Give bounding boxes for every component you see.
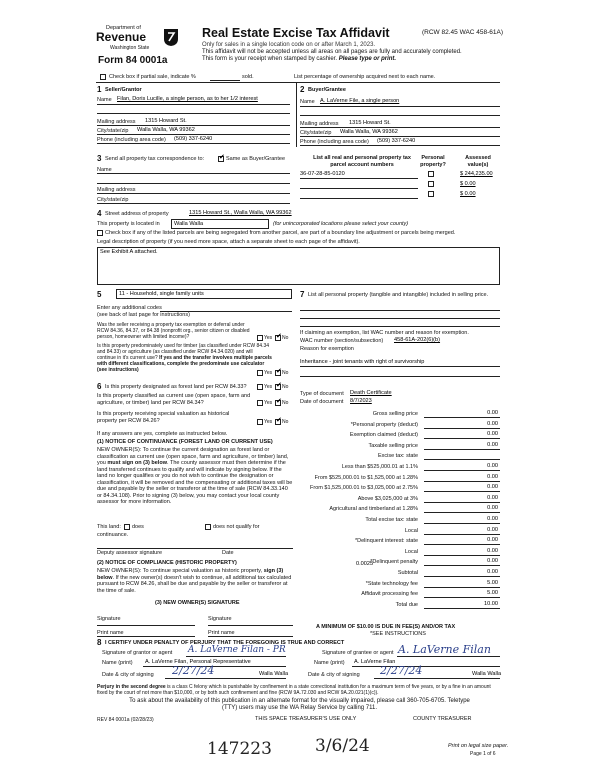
tax-row-label: Less than $525,000.01 at 1.1% (341, 464, 418, 470)
form-revision: REV 84 0001a (02/28/23) (97, 717, 154, 723)
logo-dept-line3: Washington State (110, 45, 150, 51)
tax-row-value[interactable]: 5.00 (487, 579, 498, 586)
grantee-date-label: Date & city of signing (308, 672, 360, 678)
forest-no-label: No (282, 384, 289, 390)
accessibility-line-2: (TTY) users may use the WA Relay Service by calling 711. (221, 705, 378, 711)
county-treasurer-label: COUNTY TREASURER (413, 716, 472, 722)
current-use-question: Is this property classified as current use (open space, farm and agriculture, or timber) land per RCW 84.34? (97, 393, 251, 406)
tax-row-value[interactable]: 0.00 (487, 441, 498, 448)
correspondence-city-label: City/state/zip (97, 197, 129, 203)
historic-question: Is this property receiving special valuation as historical property per RCW 84.26? (97, 411, 230, 424)
new-owner-signature-field-1[interactable] (97, 625, 195, 626)
section-3-number: 3 (97, 154, 102, 163)
buyer-section-number: 2 (300, 85, 305, 94)
notice-compliance-text: NEW OWNER(S): To continue special valuation as historic property, sign (3) below. If the new owner(s) doesn't wish to continue, all additional tax calculated pursuant to RCW 84.26, shall be due and payable by the seller or transferor at the time of sale. (97, 568, 292, 594)
logo-dept-line2: Revenue (96, 30, 147, 44)
new-owner-signature-label-2: Signature (208, 616, 232, 622)
page-title: Real Estate Excise Tax Affidavit (202, 26, 390, 40)
correspondence-name-label: Name (97, 167, 112, 173)
tax-row-underline (424, 512, 500, 513)
seller-heading: Seller/Grantor (105, 87, 142, 93)
legal-description-label: Legal description of property (if you need more space, attach a separate sheet to each page of the affidavit). (97, 239, 360, 245)
tax-row-label: From $1,525,000.01 to $3,025,000 at 2.75% (310, 485, 418, 492)
tax-row-label: Subtotal (397, 570, 418, 576)
notice-completion: This affidavit will not be accepted unless all areas on all pages are fully and accurately completed. (202, 49, 462, 55)
personal-property-list-label: List all personal property (tangible and intangible) included in selling price. (308, 292, 489, 298)
land-does-checkbox[interactable] (124, 524, 130, 530)
certify-statement: I CERTIFY UNDER PENALTY OF PERJURY THAT THE FOREGOING IS TRUE AND CORRECT (105, 640, 345, 646)
tax-row-value[interactable]: 0.00 (487, 484, 498, 491)
notice-continuance-text: NEW OWNER(S): To continue the current designation as forest land or classification as current use (open space, farm and agriculture, or timber) land, you must sign on (3) below. The county assessor must then determine if the land transferred continues to qualify and will indicate by signing below. If the land no longer qualifies or you do not wish to continue the designation or classification, it will be removed and the compensating or additional taxes will be due and payable by the seller or transferor at the time of sale (RCW 84.33.140 or 84.34.108). Prior to signing (3) below, you may contact your local county assessor for more information. (97, 447, 293, 505)
tax-row-label: Exemption claimed (deduct) (349, 432, 418, 439)
timber-question: Is this property predominately used for timber (as classified under RCW 84.34 and 84.33) or agriculture (as classified under RCW 84.34.020) and will continue in it's current use? If yes and the transfer involves multiple parcels with different classifications, complete the predominate use calculator (see instructions) (97, 343, 272, 373)
grantor-signing-date[interactable]: 2/27/24 (172, 664, 215, 677)
tax-row-value[interactable]: 0.00 (487, 537, 498, 544)
notice-receipt: This form is your receipt when stamped by cashier. Please type or print. (202, 56, 397, 62)
assessed-value-3[interactable]: $ 0.00 (460, 191, 476, 197)
partial-sale-percent-field[interactable] (210, 80, 240, 81)
grantor-signature[interactable]: A. LaVerne Filan - PR (188, 645, 286, 655)
seller-name-field[interactable]: Filan, Doris Lucille, a single person, as to her 1/2 interest (117, 96, 258, 102)
tax-row-value[interactable]: 0.00 (487, 431, 498, 438)
current-use-yes-label: Yes (264, 400, 273, 406)
historic-no-checkbox[interactable] (275, 419, 281, 425)
local-tax-rate: 0.0025 (356, 561, 374, 567)
tax-row-underline (424, 555, 500, 556)
exemption-claim-label: If claiming an exemption, list WAC number and reason for exemption. (300, 330, 469, 336)
seller-name-label: Name (97, 97, 112, 103)
located-in-note: (for unincorporated locations please select your county) (273, 221, 409, 227)
buyer-name-label: Name (300, 99, 315, 105)
assessed-value-2[interactable]: $ 0.00 (460, 181, 476, 187)
tax-row-label: *Personal property (deduct) (350, 421, 418, 428)
historic-yes-checkbox[interactable] (257, 419, 263, 425)
tax-row-underline (424, 481, 500, 482)
notice-date: Only for sales in a single location code on or after March 1, 2023. (202, 42, 376, 48)
tax-row-label: Total due (395, 601, 418, 608)
exemption-no-label: No (282, 335, 289, 341)
continuance-label: continuance. (97, 532, 129, 538)
tax-row-underline (424, 449, 500, 450)
historic-no-label: No (282, 419, 289, 425)
buyer-name-field[interactable]: A. LaVerne File, a single person (320, 98, 400, 104)
tax-row-label: Taxable selling price (368, 442, 418, 449)
historic-yes-label: Yes (264, 419, 273, 425)
timber-no-checkbox[interactable] (275, 370, 281, 376)
document-type-field[interactable]: Death Certificate (350, 390, 392, 396)
seller-mailing-field[interactable]: 1315 Howard St. (145, 118, 187, 124)
buyer-phone-field[interactable]: (509) 337-6240 (377, 138, 416, 144)
tax-row-value[interactable]: 0.00 (487, 516, 498, 522)
tax-row-label: Affidavit processing fee (361, 591, 418, 598)
tax-row-label: Total excise tax: state (365, 517, 418, 523)
tax-row-underline (424, 428, 500, 429)
any-yes-note: If any answers are yes, complete as instructed below. (97, 431, 228, 437)
buyer-phone-label: Phone (including area code) (300, 139, 369, 145)
new-owner-print-label-2: Print name (208, 630, 235, 636)
handwritten-receipt-date: 3/6/24 (315, 736, 370, 756)
located-in-select[interactable]: Walla Walla (171, 219, 269, 229)
tax-row-underline (424, 470, 500, 471)
parcel-header: List all real and personal property tax parcel account numbers (313, 155, 411, 168)
tax-row-label: *State technology fee (365, 580, 418, 587)
new-owner-print-label-1: Print name (97, 630, 124, 636)
personal-property-checkbox-3[interactable] (428, 191, 434, 197)
tax-row-underline (424, 576, 500, 577)
section-5-number: 5 (97, 290, 102, 299)
new-owner-signature-title: (3) NEW OWNER(S) SIGNATURE (155, 600, 240, 606)
deputy-signature-label: Deputy assessor signature (97, 550, 163, 556)
handwritten-receipt-number: 147223 (207, 739, 272, 759)
print-legal-note: Print on legal size paper. (448, 743, 509, 749)
minimum-due-note: A MINIMUM OF $10.00 IS DUE IN FEE(S) AND/OR TAX (316, 624, 456, 630)
timber-yes-label: Yes (264, 370, 273, 376)
exemption-reason-field[interactable]: Inheritance - joint tenants with right of survivorship (300, 359, 425, 365)
tax-row-underline (424, 534, 500, 535)
seller-city-label: City/state/zip (97, 128, 129, 134)
tax-row-label: Excise tax: state (377, 453, 418, 460)
exemption-no-checkbox[interactable] (275, 335, 281, 341)
tax-row-underline (424, 523, 500, 524)
buyer-heading: Buyer/Grantee (308, 87, 346, 93)
parcel-number-1[interactable]: 36-07-28-85-0120 (300, 171, 345, 177)
grantee-signature[interactable]: A. LaVerne Filan (398, 643, 491, 656)
partial-sale-checkbox[interactable] (100, 74, 106, 80)
buyer-mailing-field[interactable]: 1315 Howard St. (349, 120, 391, 126)
timber-yes-checkbox[interactable] (257, 370, 263, 376)
rcw-reference: (RCW 82.45 WAC 458-61A) (422, 29, 504, 36)
legal-description-text: See Exhibit A attached. (100, 249, 158, 255)
tax-row-value[interactable]: 0.00 (487, 526, 498, 533)
land-use-code-select[interactable]: 11 - Household, single family units (116, 289, 292, 299)
tax-row-value[interactable]: 0.00 (487, 569, 498, 575)
tax-row-value[interactable]: 0.00 (487, 420, 498, 427)
treasurer-use-only: THIS SPACE TREASURER'S USE ONLY (255, 716, 357, 722)
tax-row-value[interactable]: 0.00 (487, 558, 498, 565)
section-7-number: 7 (300, 290, 305, 299)
seller-section-number: 1 (97, 85, 102, 94)
accessibility-line-1: To ask about the availability of this publication in an alternate format for the visually impaired, please call 360-705-6705. Teletype (129, 698, 470, 704)
legal-description-box[interactable] (97, 247, 500, 285)
personal-property-header: Personal property? (420, 155, 446, 168)
grantor-signing-city[interactable]: Walla Walla (259, 671, 289, 677)
current-use-no-checkbox[interactable] (275, 400, 281, 406)
tax-row-underline (424, 597, 500, 598)
tax-row-label: Above $3,025,000 at 3% (357, 495, 418, 502)
notice-continuance-title: (1) NOTICE OF CONTINUANCE (FOREST LAND OR CURRENT USE) (97, 439, 273, 445)
street-address-label: Street address of property (105, 211, 169, 217)
tax-correspondence-label: Send all property tax correspondence to: (105, 156, 205, 162)
tax-row-underline (424, 438, 500, 439)
tax-row-value[interactable]: 0.00 (487, 494, 498, 501)
tax-row-underline (424, 502, 500, 503)
grantee-signing-city[interactable]: Walla Walla (472, 671, 502, 677)
tax-row-label: Local (404, 527, 418, 534)
tax-row-underline (424, 544, 500, 545)
partial-sale-label: Check box if partial sale, indicate % (109, 74, 196, 80)
land-does-label: does (132, 524, 144, 530)
this-land-label: This land: (97, 524, 121, 530)
tax-row-value[interactable]: 10.00 (484, 600, 498, 607)
grantor-name-field[interactable]: A. LaVerne Filan, Personal Representative (145, 659, 251, 665)
current-use-no-label: No (282, 400, 289, 406)
exemption-yes-label: Yes (264, 335, 273, 341)
section-8-number: 8 (97, 638, 102, 647)
new-owner-print-field-2[interactable] (208, 636, 293, 637)
tax-row-underline (424, 587, 500, 588)
same-as-buyer-label: Same as Buyer/Grantee (226, 156, 286, 162)
tax-row-value[interactable]: 0.00 (487, 463, 498, 469)
grantee-signature-label: Signature of grantee or agent (322, 650, 394, 656)
buyer-city-field[interactable]: Walla Walla, WA 99362 (340, 129, 398, 135)
seller-mailing-label: Mailing address (97, 119, 136, 125)
tax-row-label: From $525,000.01 to $1,525,000 at 1.28% (314, 474, 418, 481)
document-date-field[interactable]: 8/7/2023 (350, 398, 372, 404)
seller-city-field[interactable]: Walla Walla, WA 99362 (137, 127, 195, 133)
exemption-question: Was the seller receiving a property tax exemption or deferral under RCW 84.36, 84.37, or 84.38 (nonprofit org., senior citizen or disabled person, homeowner with limited income)? (97, 322, 250, 340)
exemption-reason-label: Reason for exemption (300, 346, 354, 352)
new-owner-signature-field-2[interactable] (208, 625, 293, 626)
assessed-value-header: Assessed value(s) (465, 155, 491, 168)
forest-no-checkbox[interactable] (275, 384, 281, 390)
buyer-city-label: City/state/zip (300, 130, 332, 136)
seller-phone-field[interactable]: (509) 337-6240 (174, 136, 213, 142)
buyer-mailing-label: Mailing address (300, 121, 339, 127)
current-use-yes-checkbox[interactable] (257, 400, 263, 406)
new-owner-signature-label-1: Signature (97, 616, 121, 622)
tax-row-underline (424, 608, 500, 609)
additional-codes-label: Enter any additional codes (97, 305, 162, 311)
tax-row-label: *Delinquent penalty (370, 559, 418, 566)
timber-no-label: No (282, 370, 289, 376)
wac-number-field[interactable]: 458-61A-202(6)(b) (394, 337, 441, 343)
notice-compliance-title: (2) NOTICE OF COMPLIANCE (HISTORIC PROPERTY) (97, 560, 237, 566)
grantee-signing-date[interactable]: 2/27/24 (380, 664, 423, 677)
tax-row-label: *Delinquent interest: state (355, 538, 418, 545)
seller-phone-label: Phone (including area code) (97, 137, 166, 143)
wac-number-label: WAC number (section/subsection) (300, 338, 384, 344)
page-number: Page 1 of 6 (470, 751, 496, 757)
forest-yes-checkbox[interactable] (257, 384, 263, 390)
assessed-value-1[interactable]: $ 244,235.00 (460, 171, 493, 177)
dor-seal-icon (162, 27, 180, 47)
same-as-buyer-checkbox[interactable] (218, 156, 224, 162)
tax-row-label: Agricultural and timberland at 1.28% (329, 506, 418, 513)
deputy-date-label: Date (222, 550, 234, 556)
document-type-label: Type of document (300, 391, 344, 397)
tax-row-value[interactable]: 0.00 (487, 473, 498, 480)
located-in-label: This property is located in (97, 221, 160, 227)
ownership-percent-note: List percentage of ownership acquired next to each name. (294, 74, 436, 80)
tax-row-value[interactable]: 0.00 (487, 547, 498, 554)
segregated-checkbox[interactable] (97, 230, 103, 236)
tax-row-underline (424, 417, 500, 418)
see-instructions-note: *SEE INSTRUCTIONS (370, 631, 426, 637)
tax-row-label: Gross selling price (372, 411, 418, 417)
perjury-notice: Perjury in the second degree is a class C felony which is punishable by confinement in a state correctional institution for a maximum term of five years, or by a fine in an amount fixed by the court of not more than $10,000, or by both such confinement and fine (RCW 9A.72.030 and RCW 9A.20.021(1)(c)). (97, 684, 491, 696)
additional-codes-note: (see back of last page for instructions) (97, 312, 190, 318)
tax-row-value[interactable]: 5.00 (487, 590, 498, 597)
tax-row-value[interactable]: 0.00 (487, 410, 498, 416)
land-does-not-label: does not qualify for (213, 524, 260, 530)
document-date-label: Date of document (300, 399, 344, 405)
forest-land-question: Is this property designated as forest land per RCW 84.33? (105, 384, 247, 390)
dor-logo (96, 25, 186, 71)
correspondence-mailing-label: Mailing address (97, 187, 136, 193)
tax-row-underline (424, 491, 500, 492)
form-number: Form 84 0001a (98, 55, 168, 66)
forest-yes-label: Yes (264, 384, 273, 390)
grantor-signature-label: Signature of grantor or agent (102, 650, 173, 656)
segregated-label: Check box if any of the listed parcels are being segregated from another parcel, are part of a boundary line adjustment or parcels being merged. (105, 230, 456, 236)
exemption-yes-checkbox[interactable] (257, 335, 263, 341)
grantee-name-field[interactable]: A. LaVerne Filan (354, 659, 396, 665)
section-4-number: 4 (97, 209, 102, 218)
grantee-name-label: Name (print) (314, 660, 345, 666)
partial-sale-sold-label: sold. (242, 74, 254, 80)
personal-property-checkbox-1[interactable] (428, 171, 434, 177)
tax-row-value[interactable]: 0.00 (487, 505, 498, 512)
street-address-field[interactable]: 1315 Howard St., Walla Walla, WA 99362 (189, 210, 292, 216)
new-owner-print-field-1[interactable] (97, 636, 195, 637)
grantor-name-label: Name (print) (102, 660, 133, 666)
section-6-number: 6 (97, 382, 102, 391)
logo-dept-line1: Department of (106, 25, 141, 31)
tax-row-underline (424, 565, 500, 566)
tax-row-label: Local (404, 548, 418, 555)
tax-row-underline (424, 459, 500, 460)
personal-property-checkbox-2[interactable] (428, 181, 434, 187)
grantor-date-label: Date & city of signing (102, 672, 154, 678)
land-does-not-checkbox[interactable] (205, 524, 211, 530)
